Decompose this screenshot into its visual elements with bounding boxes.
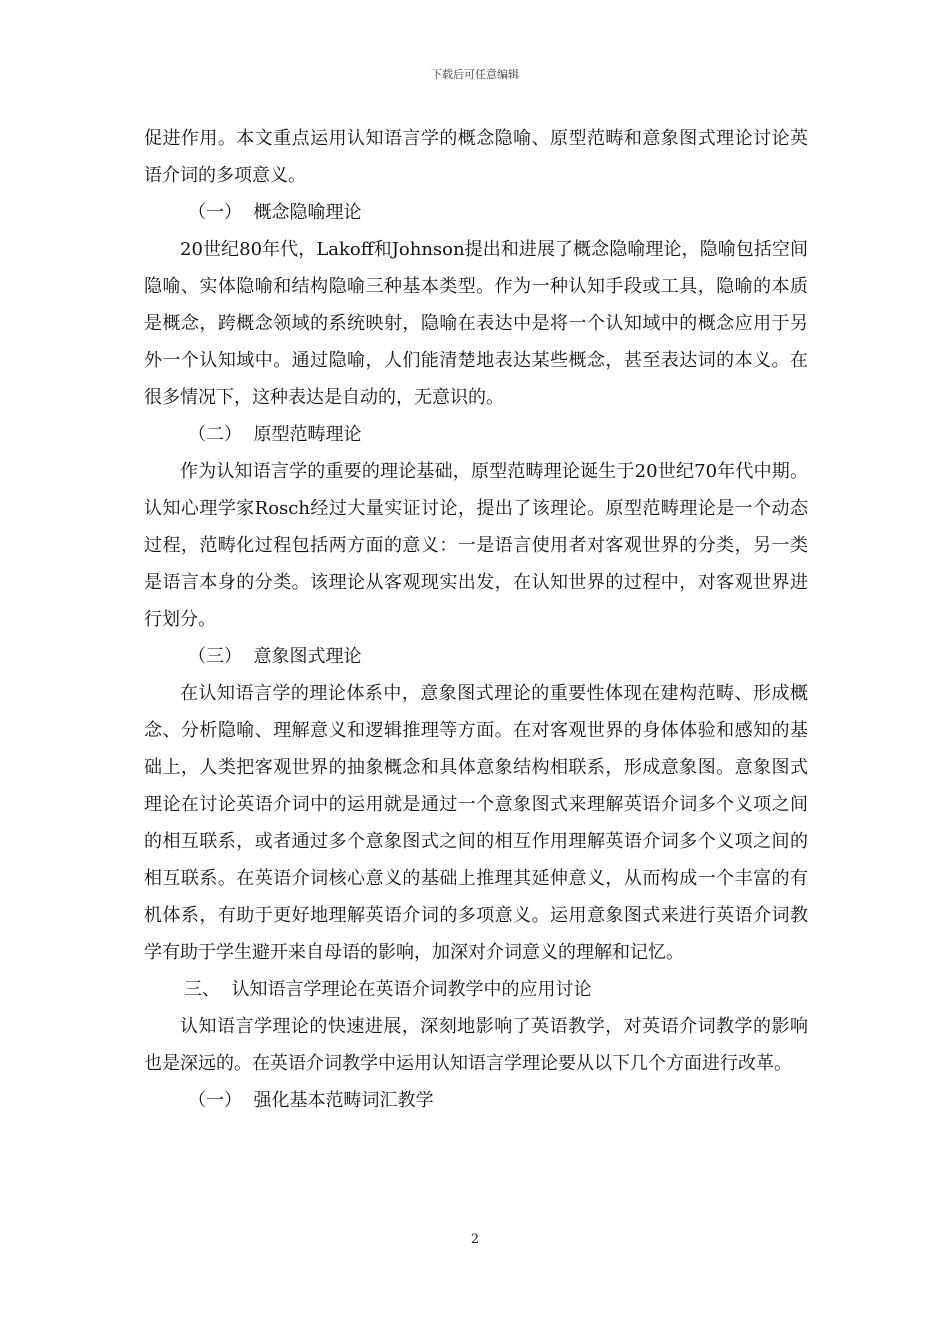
section-heading-image-schema: （三） 意象图式理论 [188, 646, 362, 667]
paragraph-image-schema: 在认知语言学的理论体系中，意象图式理论的重要性体现在建构范畴、形成概念、分析隐喻、理解意义和逻辑推理等方面。在对客观世界的身体体验和感知的基础上，人类把客观世界的抽象概念和具体意象结构相联系，形成意象图。意象图式理论在讨论英语介词中的运用就是通过一个意象图式来理解英语介词多个义项之间的相互联系，或者通过多个意象图式之间的相互作用理解英语介词多个义项之间的相互联系。在英语介词核心意义的基础上推理其延伸意义，从而构成一个丰富的有机体系，有助于更好地理解英语介词的多项意义。运用意象图式来进行英语介词教学有助于学生避开来自母语的影响，加深对介词意义的理解和记忆。 [144, 683, 808, 963]
page-number: 2 [470, 1232, 480, 1247]
paragraph-application: 认知语言学理论的快速进展，深刻地影响了英语教学，对英语介词教学的影响也是深远的。在英语介词教学中运用认知语言学理论要从以下几个方面进行改革。 [144, 1016, 808, 1074]
section-heading-basic-category-vocab: （一） 强化基本范畴词汇教学 [188, 1090, 434, 1111]
paragraph-prototype-category: 作为认知语言学的重要的理论基础，原型范畴理论诞生于20世纪70年代中期。认知心理学家Rosch经过大量实证讨论，提出了该理论。原型范畴理论是一个动态过程，范畴化过程包括两方面的意义：一是语言使用者对客观世界的分类，另一类是语言本身的分类。该理论从客观现实出发，在认知世界的过程中，对客观世界进行划分。 [144, 461, 808, 630]
section-heading-prototype-category: （二） 原型范畴理论 [188, 424, 362, 445]
paragraph-conceptual-metaphor: 20世纪80年代，Lakoff和Johnson提出和进展了概念隐喻理论，隐喻包括空间隐喻、实体隐喻和结构隐喻三种基本类型。作为一种认知手段或工具，隐喻的本质是概念，跨概念领域的系统映射，隐喻在表达中是将一个认知域中的概念应用于另外一个认知域中。通过隐喻，人们能清楚地表达某些概念，甚至表达词的本义。在很多情况下，这种表达是自动的，无意识的。 [144, 239, 808, 408]
section-heading-conceptual-metaphor: （一） 概念隐喻理论 [188, 202, 362, 223]
chapter-heading-application: 三、 认知语言学理论在英语介词教学中的应用讨论 [184, 979, 592, 1000]
page-header: 下载后可任意编辑 [431, 68, 519, 81]
paragraph-continuation: 促进作用。本文重点运用认知语言学的概念隐喻、原型范畴和意象图式理论讨论英语介词的多项意义。 [144, 128, 808, 186]
document-body [144, 120, 808, 1119]
